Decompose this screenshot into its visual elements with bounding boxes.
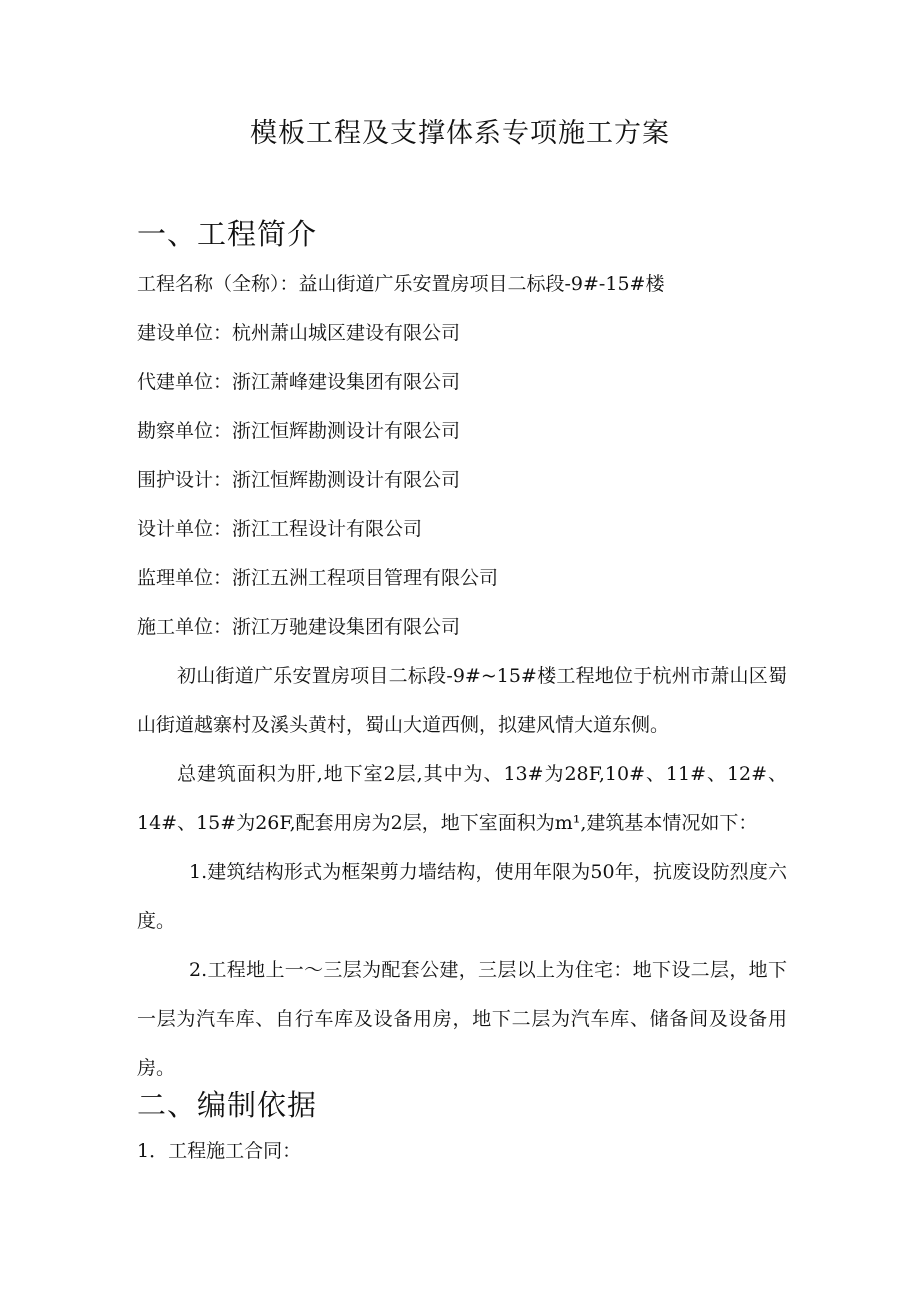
document-title: 模板工程及支撑体系专项施工方案 [250, 118, 670, 149]
body-text [137, 652, 787, 1093]
info-line-agent-builder: 代建单位：浙江萧峰建设集团有限公司 [137, 371, 461, 393]
info-line-project-name: 工程名称（全称）：益山街道广乐安置房项目二标段-9#-15#楼 [137, 273, 665, 295]
info-line-supervision-unit: 监理单位：浙江五洲工程项目管理有限公司 [137, 567, 499, 589]
info-line-survey-unit: 勘察单位：浙江恒辉勘测设计有限公司 [137, 420, 461, 442]
paragraph-structure: 1.建筑结构形式为框架剪力墙结构，使用年限为50年，抗废设防烈度六度。 [137, 861, 787, 932]
info-line-construction-unit: 施工单位：浙江万驰建设集团有限公司 [137, 616, 461, 638]
paragraph-location: 初山街道广乐安置房项目二标段-9#~15#楼工程地位于杭州市萧山区蜀山街道越寨村及溪头黄村，蜀山大道西侧，拟建风情大道东侧。 [137, 665, 787, 736]
info-line-developer: 建设单位：杭州萧山城区建设有限公司 [137, 322, 461, 344]
section-heading-basis: 二、编制依据 [137, 1088, 318, 1122]
info-line-enclosure-design: 围护设计：浙江恒辉勘测设计有限公司 [137, 469, 461, 491]
section-heading-overview: 一、工程简介 [137, 217, 318, 251]
paragraph-area: 总建筑面积为肝,地下室2层,其中为、13#为28F,10#、11#、12#、14#、15#为26F,配套用房为2层，地下室面积为m¹,建筑基本情况如下： [137, 763, 787, 834]
paragraph-floors: 2.工程地上一～三层为配套公建，三层以上为住宅：地下设二层，地下一层为汽车库、自行车库及设备用房，地下二层为汽车库、储备间及设备用房。 [137, 959, 787, 1079]
info-line-design-unit: 设计单位：浙江工程设计有限公司 [137, 518, 423, 540]
basis-item-contract: 1．工程施工合同： [137, 1140, 302, 1162]
